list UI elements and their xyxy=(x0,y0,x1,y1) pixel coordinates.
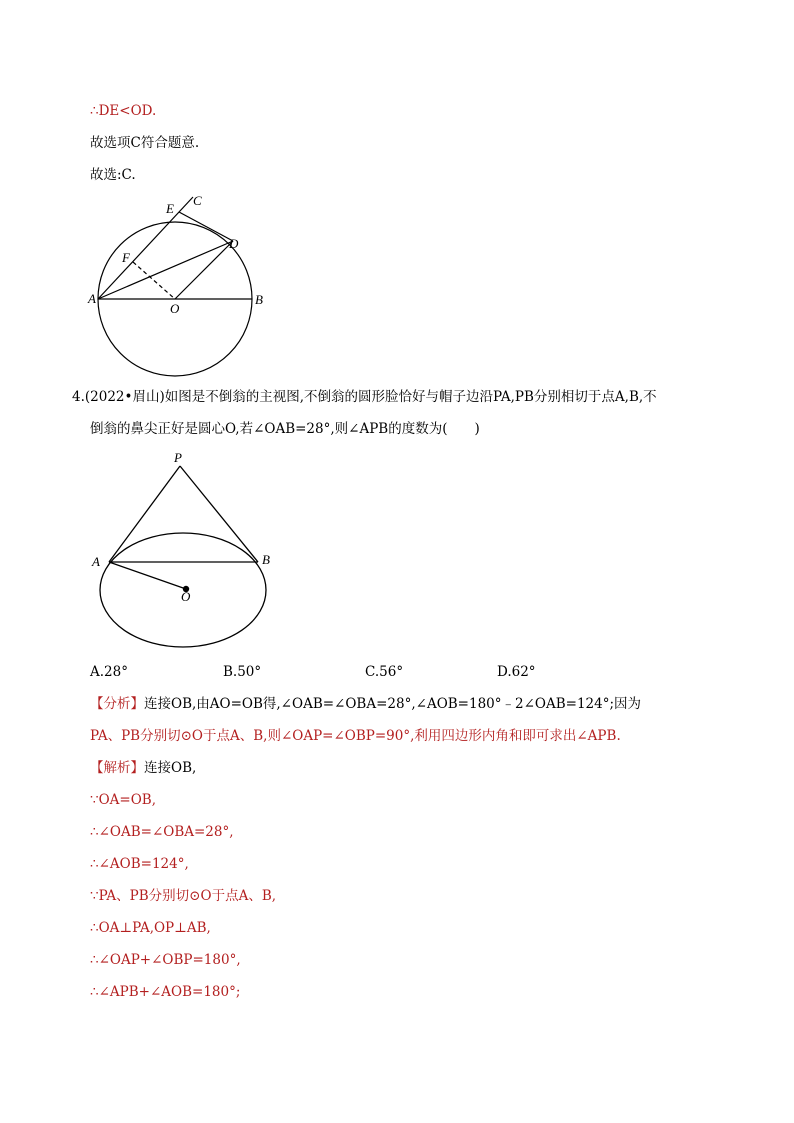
fig1-label-O: O xyxy=(170,301,180,316)
fig1-label-D: D xyxy=(229,236,239,251)
fig2-radius-OA xyxy=(109,562,186,589)
option-b: B.50° xyxy=(223,664,262,680)
fig1-label-B: B xyxy=(255,292,263,307)
solution-step-3: ∴∠AOB=124°, xyxy=(90,856,189,872)
analysis-tag: 【分析】 xyxy=(90,696,144,712)
fig2-tangent-PB xyxy=(180,466,258,562)
solution-intro: 连接OB, xyxy=(144,760,197,776)
solution-step-6: ∴∠OAP+∠OBP=180°, xyxy=(90,952,241,968)
solution-step-5: ∴OA⊥PA,OP⊥AB, xyxy=(90,920,211,936)
option-a: A.28° xyxy=(90,664,128,680)
option-c: C.56° xyxy=(365,664,404,680)
option-d: D.62° xyxy=(497,664,536,680)
analysis-text-1: 连接OB,由AO=OB得,∠OAB=∠OBA=28°,∠AOB=180°﹣2∠OAB=124°;因为 xyxy=(144,696,642,712)
prev-line-2: 故选项C符合题意. xyxy=(90,135,200,151)
fig2-tangent-PA xyxy=(109,466,180,562)
solution-step-7: ∴∠APB+∠AOB=180°; xyxy=(90,984,241,1000)
solution-line-intro xyxy=(90,758,196,778)
solution-step-1: ∵OA=OB, xyxy=(90,792,156,808)
analysis-line-2: PA、PB分别切⊙O于点A、B,则∠OAP=∠OBP=90°,利用四边形内角和即可求出∠APB. xyxy=(90,728,621,744)
fig2-label-P: P xyxy=(174,450,182,465)
solution-tag: 【解析】 xyxy=(90,760,144,776)
fig1-label-F: F xyxy=(122,250,130,265)
fig1-label-C: C xyxy=(193,193,202,208)
fig2-label-O: O xyxy=(181,589,191,604)
q4-stem-line-1: 4.(2022•眉山)如图是不倒翁的主视图,不倒翁的圆形脸恰好与帽子边沿PA,PB分别相切于点A,B,不 xyxy=(72,389,657,405)
prev-line-1: ∴DE<OD. xyxy=(90,103,157,119)
fig1-label-E: E xyxy=(166,201,174,216)
solution-step-2: ∴∠OAB=∠OBA=28°, xyxy=(90,824,234,840)
analysis-line-1 xyxy=(90,694,641,714)
q4-stem-line-2: 倒翁的鼻尖正好是圆心O,若∠OAB=28°,则∠APB的度数为( ) xyxy=(90,421,480,437)
fig2-label-B: B xyxy=(262,552,270,567)
fig1-label-A: A xyxy=(88,291,96,306)
fig2-label-A: A xyxy=(92,554,100,569)
prev-line-3: 故选:C. xyxy=(90,167,136,183)
solution-step-4: ∵PA、PB分别切⊙O于点A、B, xyxy=(90,888,277,904)
